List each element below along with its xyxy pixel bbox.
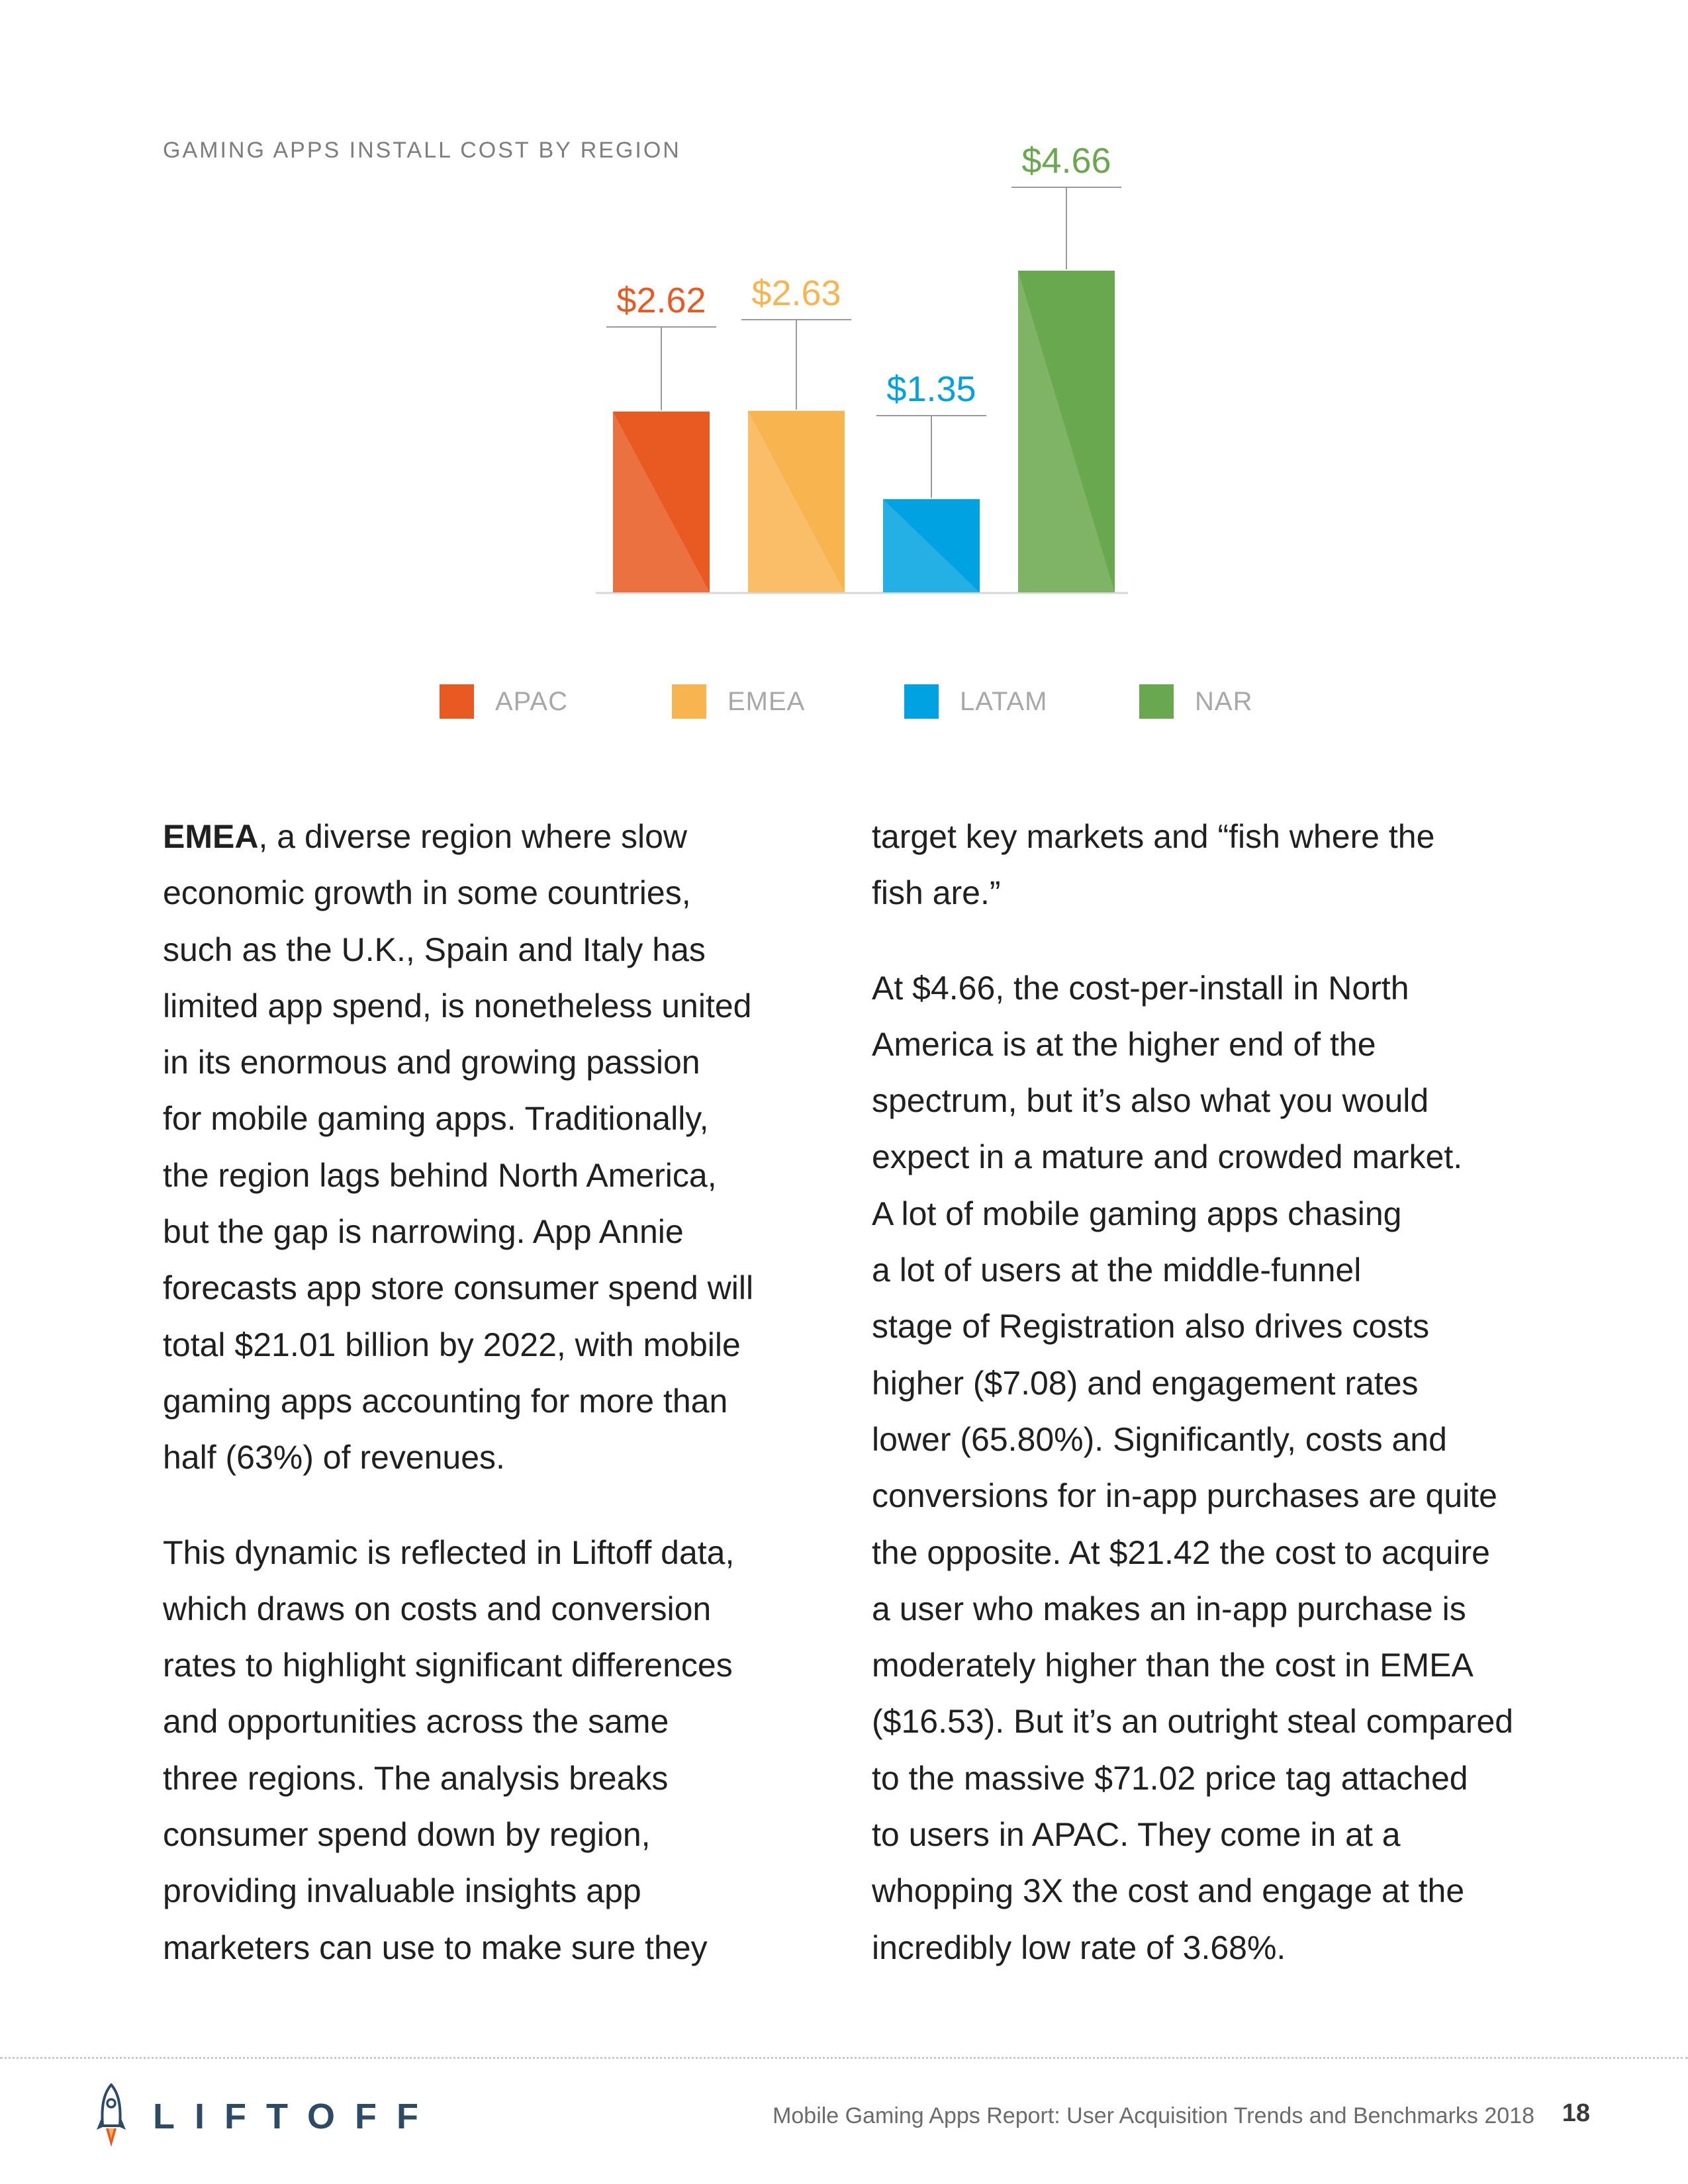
chart-title: GAMING APPS INSTALL COST BY REGION: [163, 138, 681, 163]
legend-item-latam: [904, 682, 1047, 721]
legend-label-latam: LATAM: [960, 686, 1048, 716]
legend-swatch-emea: [672, 684, 706, 719]
liftoff-logo: [96, 2083, 438, 2150]
text-line: three regions. The analysis breaks: [163, 1759, 669, 1797]
text-line: in its enormous and growing passion: [163, 1044, 700, 1081]
body-column-right: [872, 809, 1587, 1976]
text-line: America is at the higher end of the: [872, 1025, 1376, 1063]
text-line: a user who makes an in-app purchase is: [872, 1590, 1466, 1627]
brand-wordmark: LIFTOFF: [153, 2097, 438, 2136]
text-line: the region lags behind North America,: [163, 1156, 717, 1194]
legend-swatch-apac: [440, 684, 474, 719]
text-line: rates to highlight significant differences: [163, 1647, 733, 1684]
legend-swatch-nar: [1139, 684, 1174, 719]
text-line: to users in APAC. They come in at a: [872, 1816, 1401, 1854]
paragraph-emea-intro: [163, 809, 838, 1486]
emea-bold-lead: EMEA: [163, 818, 259, 855]
text-line: forecasts app store consumer spend will: [163, 1269, 754, 1307]
legend-item-nar: [1139, 682, 1252, 721]
legend-label-emea: EMEA: [727, 686, 806, 716]
legend-label-nar: NAR: [1195, 686, 1253, 716]
text-line: such as the U.K., Spain and Italy has: [163, 931, 706, 968]
text-line: a lot of users at the middle-funnel: [872, 1251, 1362, 1289]
text-line: to the massive $71.02 price tag attached: [872, 1759, 1468, 1797]
text-line: for mobile gaming apps. Traditionally,: [163, 1100, 709, 1138]
text-line: spectrum, but it’s also what you would: [872, 1082, 1429, 1120]
text-line: stage of Registration also drives costs: [872, 1308, 1430, 1345]
text-line: expect in a mature and crowded market.: [872, 1138, 1463, 1176]
text-line: half (63%) of revenues.: [163, 1439, 505, 1477]
data-label-emea: $2.63: [751, 273, 841, 313]
text-line: fish are.”: [872, 874, 1001, 912]
text-line: marketers can use to make sure they: [163, 1929, 708, 1966]
legend-item-emea: [672, 682, 805, 721]
paragraph-liftoff-data: [163, 1525, 838, 1976]
text-line: ($16.53). But it’s an outright steal compared: [872, 1703, 1514, 1741]
text-line: which draws on costs and conversion: [163, 1590, 712, 1627]
text-line: whopping 3X the cost and engage at the: [872, 1872, 1465, 1910]
text-line: limited app spend, is nonetheless united: [163, 987, 752, 1024]
rocket-icon: [96, 2083, 126, 2150]
chart-legend: [0, 682, 1688, 721]
text-line: , a diverse region where slow: [258, 818, 688, 855]
text-line: incredibly low rate of 3.68%.: [872, 1929, 1286, 1966]
legend-label-apac: APAC: [495, 686, 568, 716]
paragraph-fish-continuation: [872, 809, 1587, 922]
data-label-nar: $4.66: [1021, 141, 1111, 181]
text-line: moderately higher than the cost in EMEA: [872, 1647, 1474, 1684]
text-line: higher ($7.08) and engagement rates: [872, 1364, 1419, 1402]
legend-swatch-latam: [904, 684, 939, 719]
text-line: lower (65.80%). Significantly, costs and: [872, 1420, 1447, 1458]
text-line: At $4.66, the cost-per-install in North: [872, 969, 1409, 1007]
text-line: but the gap is narrowing. App Annie: [163, 1213, 684, 1251]
text-line: gaming apps accounting for more than: [163, 1382, 728, 1420]
legend-item-apac: [440, 682, 568, 721]
text-line: conversions for in-app purchases are quite: [872, 1477, 1497, 1515]
text-line: total $21.01 billion by 2022, with mobile: [163, 1326, 741, 1363]
text-line: providing invaluable insights app: [163, 1872, 641, 1910]
page-number: 18: [1562, 2099, 1590, 2127]
bar-chart: [0, 0, 1688, 662]
paragraph-north-america: [872, 960, 1587, 1976]
text-line: target key markets and “fish where the: [872, 818, 1435, 855]
text-line: A lot of mobile gaming apps chasing: [872, 1195, 1402, 1232]
data-label-latam: $1.35: [886, 369, 976, 409]
footer-divider: [0, 2057, 1688, 2059]
text-line: and opportunities across the same: [163, 1703, 669, 1741]
text-line: economic growth in some countries,: [163, 874, 691, 912]
body-column-left: [163, 809, 838, 1976]
text-line: consumer spend down by region,: [163, 1816, 651, 1854]
report-title: Mobile Gaming Apps Report: User Acquisition Trends and Benchmarks 2018: [773, 2103, 1534, 2128]
text-line: the opposite. At $21.42 the cost to acquire: [872, 1533, 1490, 1571]
data-label-apac: $2.62: [616, 281, 706, 320]
text-line: This dynamic is reflected in Liftoff data,: [163, 1533, 735, 1571]
